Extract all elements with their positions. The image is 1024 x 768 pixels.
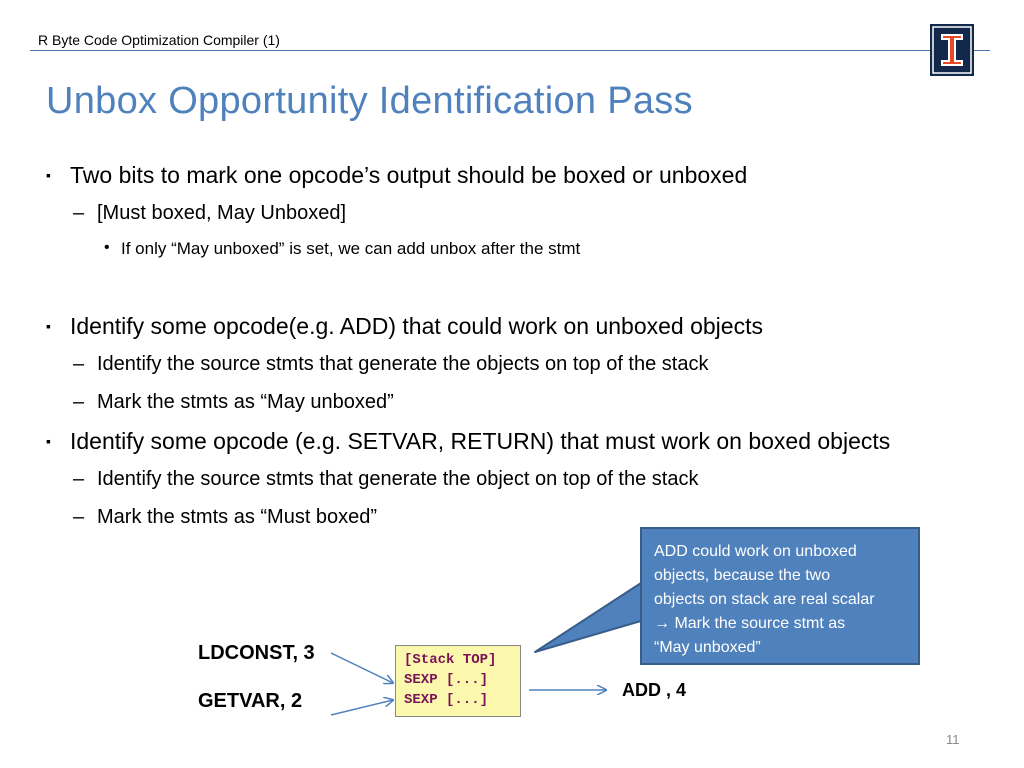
instruction-ldconst: LDCONST, 3 bbox=[198, 642, 315, 664]
callout-line: objects, because the two bbox=[654, 567, 831, 584]
presentation-title: R Byte Code Optimization Compiler (1) bbox=[38, 32, 280, 48]
bullet-1: Two bits to mark one opcode’s output should be boxed or unboxed bbox=[70, 162, 748, 188]
bullet-3-2: Mark the stmts as “Must boxed” bbox=[97, 506, 378, 528]
dot-marker: • bbox=[104, 239, 110, 256]
bullet-marker: ▪ bbox=[46, 318, 51, 334]
stack-entry: [Stack TOP] bbox=[404, 652, 497, 668]
dash-marker: – bbox=[73, 202, 85, 224]
dash-marker: – bbox=[73, 353, 85, 375]
bullet-2-2: Mark the stmts as “May unboxed” bbox=[97, 391, 394, 413]
callout-box bbox=[640, 527, 920, 665]
page-number: 11 bbox=[946, 732, 960, 747]
bullet-3-1: Identify the source stmts that generate the object on top of the stack bbox=[97, 468, 699, 490]
callout-line: ADD could work on unboxed bbox=[654, 543, 857, 560]
instruction-getvar: GETVAR, 2 bbox=[198, 690, 303, 712]
dash-marker: – bbox=[73, 506, 85, 528]
slide-title: Unbox Opportunity Identification Pass bbox=[46, 80, 693, 122]
callout-pointer bbox=[535, 583, 641, 652]
stack-box bbox=[395, 645, 521, 717]
dash-marker: – bbox=[73, 468, 85, 490]
bullet-2: Identify some opcode(e.g. ADD) that could work on unboxed objects bbox=[70, 313, 763, 339]
ldconst-arrow bbox=[331, 653, 393, 683]
bullet-1-1-1: If only “May unboxed” is set, we can add unbox after the stmt bbox=[121, 239, 581, 258]
stack-entry: SEXP [...] bbox=[404, 692, 489, 708]
callout-line: → Mark the source stmt as bbox=[654, 615, 846, 632]
bullet-1-1: [Must boxed, May Unboxed] bbox=[97, 202, 347, 224]
callout-line: objects on stack are real scalar bbox=[654, 591, 875, 608]
callout-line: “May unboxed” bbox=[654, 639, 761, 656]
getvar-arrow bbox=[331, 700, 393, 715]
bullet-2-1: Identify the source stmts that generate the objects on top of the stack bbox=[97, 353, 709, 375]
result-instruction: ADD , 4 bbox=[622, 680, 687, 700]
bullet-3: Identify some opcode (e.g. SETVAR, RETURN) that must work on boxed objects bbox=[70, 428, 891, 454]
bullet-marker: ▪ bbox=[46, 167, 51, 183]
stack-entry: SEXP [...] bbox=[404, 672, 489, 688]
dash-marker: – bbox=[73, 391, 85, 413]
bullet-marker: ▪ bbox=[46, 433, 51, 449]
